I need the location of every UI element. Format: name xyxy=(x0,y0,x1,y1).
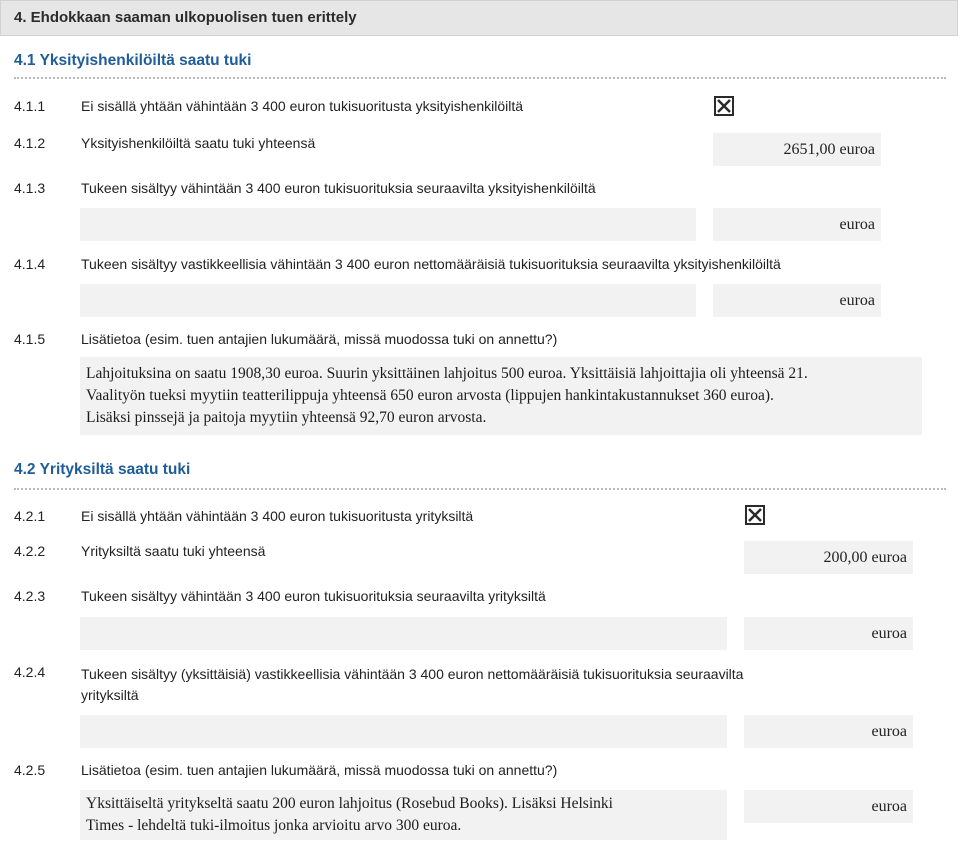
item-number: 4.2.3 xyxy=(14,588,46,604)
item-number: 4.2.2 xyxy=(14,543,46,559)
private-consideration-name-field[interactable] xyxy=(80,284,696,317)
company-consideration-name-field[interactable] xyxy=(80,715,727,748)
item-number: 4.2.1 xyxy=(14,508,46,524)
item-label: Lisätietoa (esim. tuen antajien lukumäärä, missä muodossa tuki on annettu?) xyxy=(81,762,558,778)
company-support-total-field[interactable]: 200,00 euroa xyxy=(744,541,913,574)
item-number: 4.1.2 xyxy=(14,135,46,151)
divider xyxy=(14,488,946,490)
item-label: Tukeen sisältyy vähintään 3 400 euron tukisuorituksia seuraavilta yksityishenkilöiltä xyxy=(81,180,596,196)
item-label: Yrityksiltä saatu tuki yhteensä xyxy=(81,543,266,559)
company-consideration-amount-field[interactable]: euroa xyxy=(744,715,913,748)
item-number: 4.1.4 xyxy=(14,256,46,272)
section-title: 4. Ehdokkaan saaman ulkopuolisen tuen erittely xyxy=(14,9,357,26)
company-support-heading: 4.2 Yrityksiltä saatu tuki xyxy=(14,461,191,478)
item-label: Yksityishenkilöiltä saatu tuki yhteensä xyxy=(81,135,316,151)
no-large-company-support-checkbox[interactable] xyxy=(745,505,765,525)
item-number: 4.2.4 xyxy=(14,664,46,680)
memo-line: Yksittäiseltä yritykseltä saatu 200 euron lahjoitus (Rosebud Books). Lisäksi Helsinki xyxy=(86,795,613,812)
company-donor-amount-field[interactable]: euroa xyxy=(744,617,913,650)
memo-line: Times - lehdeltä tuki-ilmoitus jonka arvioitu arvo 300 euroa. xyxy=(86,817,462,834)
checkmark-x-icon xyxy=(716,98,732,114)
checkmark-x-icon xyxy=(747,507,763,523)
company-additional-info-field[interactable] xyxy=(80,790,727,840)
private-donor-name-field[interactable] xyxy=(80,208,696,241)
item-label-line: Tukeen sisältyy (yksittäisiä) vastikkeellisia vähintään 3 400 euron nettomääräisiä tukisuorituksia seuraavilta xyxy=(81,666,744,682)
item-label: Tukeen sisältyy vähintään 3 400 euron tukisuorituksia seuraavilta yrityksiltä xyxy=(81,588,546,604)
item-number: 4.2.5 xyxy=(14,762,46,778)
item-label: Tukeen sisältyy vastikkeellisia vähintään 3 400 euron nettomääräisiä tukisuorituksia seuraavilta yksityishenkilöiltä xyxy=(81,256,781,272)
memo-line: Lahjoituksina on saatu 1908,30 euroa. Suurin yksittäinen lahjoitus 500 euroa. Yksittäisiä lahjoittajia oli yhteensä 21. xyxy=(86,365,808,382)
private-consideration-amount-field[interactable]: euroa xyxy=(713,284,881,317)
item-label: Lisätietoa (esim. tuen antajien lukumäärä, missä muodossa tuki on annettu?) xyxy=(81,331,558,347)
item-label-line: yrityksiltä xyxy=(81,687,139,703)
item-label: Ei sisällä yhtään vähintään 3 400 euron tukisuoritusta yksityishenkilöiltä xyxy=(81,98,524,114)
divider xyxy=(14,77,946,79)
private-support-heading: 4.1 Yksityishenkilöiltä saatu tuki xyxy=(14,52,252,69)
item-label xyxy=(81,664,743,706)
private-support-total-field[interactable]: 2651,00 euroa xyxy=(713,133,881,166)
memo-line: Vaalityön tueksi myytiin teatterilippuja yhteensä 650 euron arvosta (lippujen hankintakustannukset 360 euroa). xyxy=(86,387,774,404)
memo-line: Lisäksi pinssejä ja paitoja myytiin yhteensä 92,70 euron arvosta. xyxy=(86,409,487,426)
private-donor-amount-field[interactable]: euroa xyxy=(713,208,881,241)
company-additional-amount-field[interactable]: euroa xyxy=(744,790,913,823)
item-number: 4.1.1 xyxy=(14,98,46,114)
no-large-private-support-checkbox[interactable] xyxy=(714,96,734,116)
item-label: Ei sisällä yhtään vähintään 3 400 euron tukisuoritusta yrityksiltä xyxy=(81,508,474,524)
item-number: 4.1.3 xyxy=(14,180,46,196)
company-donor-name-field[interactable] xyxy=(80,617,727,650)
private-additional-info-field[interactable] xyxy=(80,357,922,435)
item-number: 4.1.5 xyxy=(14,331,46,347)
